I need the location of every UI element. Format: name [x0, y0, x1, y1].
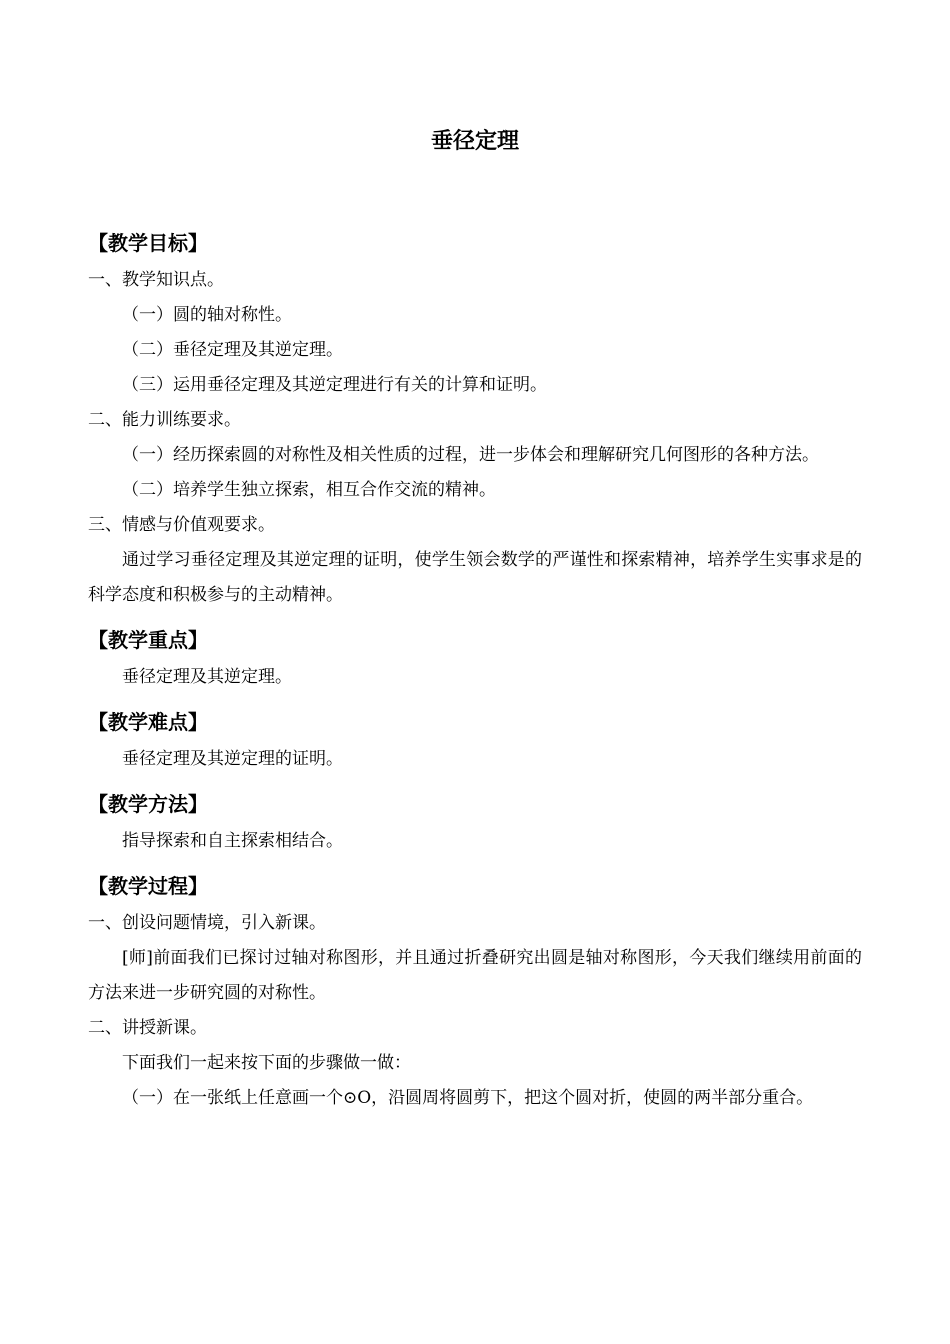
objectives-item-9: 通过学习垂径定理及其逆定理的证明，使学生领会数学的严谨性和探索精神，培养学生实事求是的科学态度和积极参与的主动精神。 — [88, 550, 862, 605]
document-body — [88, 226, 862, 1116]
key-points-text: 垂径定理及其逆定理。 — [122, 667, 292, 687]
heading-methods: 【教学方法】 — [88, 792, 208, 816]
process-item-3: 二、讲授新课。 — [88, 1018, 207, 1038]
objectives-item-2: （一）圆的轴对称性。 — [122, 305, 292, 325]
document-title: 垂径定理 — [430, 129, 519, 154]
process-item-1: 一、创设问题情境，引入新课。 — [88, 913, 326, 933]
heading-objectives: 【教学目标】 — [88, 231, 208, 255]
difficulties-text: 垂径定理及其逆定理的证明。 — [122, 749, 343, 769]
objectives-item-4: （三）运用垂径定理及其逆定理进行有关的计算和证明。 — [122, 375, 547, 395]
objectives-item-5: 二、能力训练要求。 — [88, 410, 241, 430]
objectives-item-6: （一）经历探索圆的对称性及相关性质的过程，进一步体会和理解研究几何图形的各种方法。 — [122, 445, 819, 465]
methods-text: 指导探索和自主探索相结合。 — [122, 831, 343, 851]
objectives-item-1: 一、教学知识点。 — [88, 270, 224, 290]
heading-difficulties: 【教学难点】 — [88, 710, 208, 734]
objectives-item-7: （二）培养学生独立探索，相互合作交流的精神。 — [122, 480, 496, 500]
objectives-item-3: （二）垂径定理及其逆定理。 — [122, 340, 343, 360]
heading-process: 【教学过程】 — [88, 874, 208, 898]
heading-key-points: 【教学重点】 — [88, 628, 208, 652]
process-item-2: [师]前面我们已探讨过轴对称图形，并且通过折叠研究出圆是轴对称图形，今天我们继续用前面的方法来进一步研究圆的对称性。 — [88, 948, 862, 1003]
process-item-4: 下面我们一起来按下面的步骤做一做： — [122, 1053, 411, 1073]
process-item-5: （一）在一张纸上任意画一个⊙O，沿圆周将圆剪下，把这个圆对折，使圆的两半部分重合。 — [122, 1088, 814, 1108]
objectives-item-8: 三、情感与价值观要求。 — [88, 515, 275, 535]
